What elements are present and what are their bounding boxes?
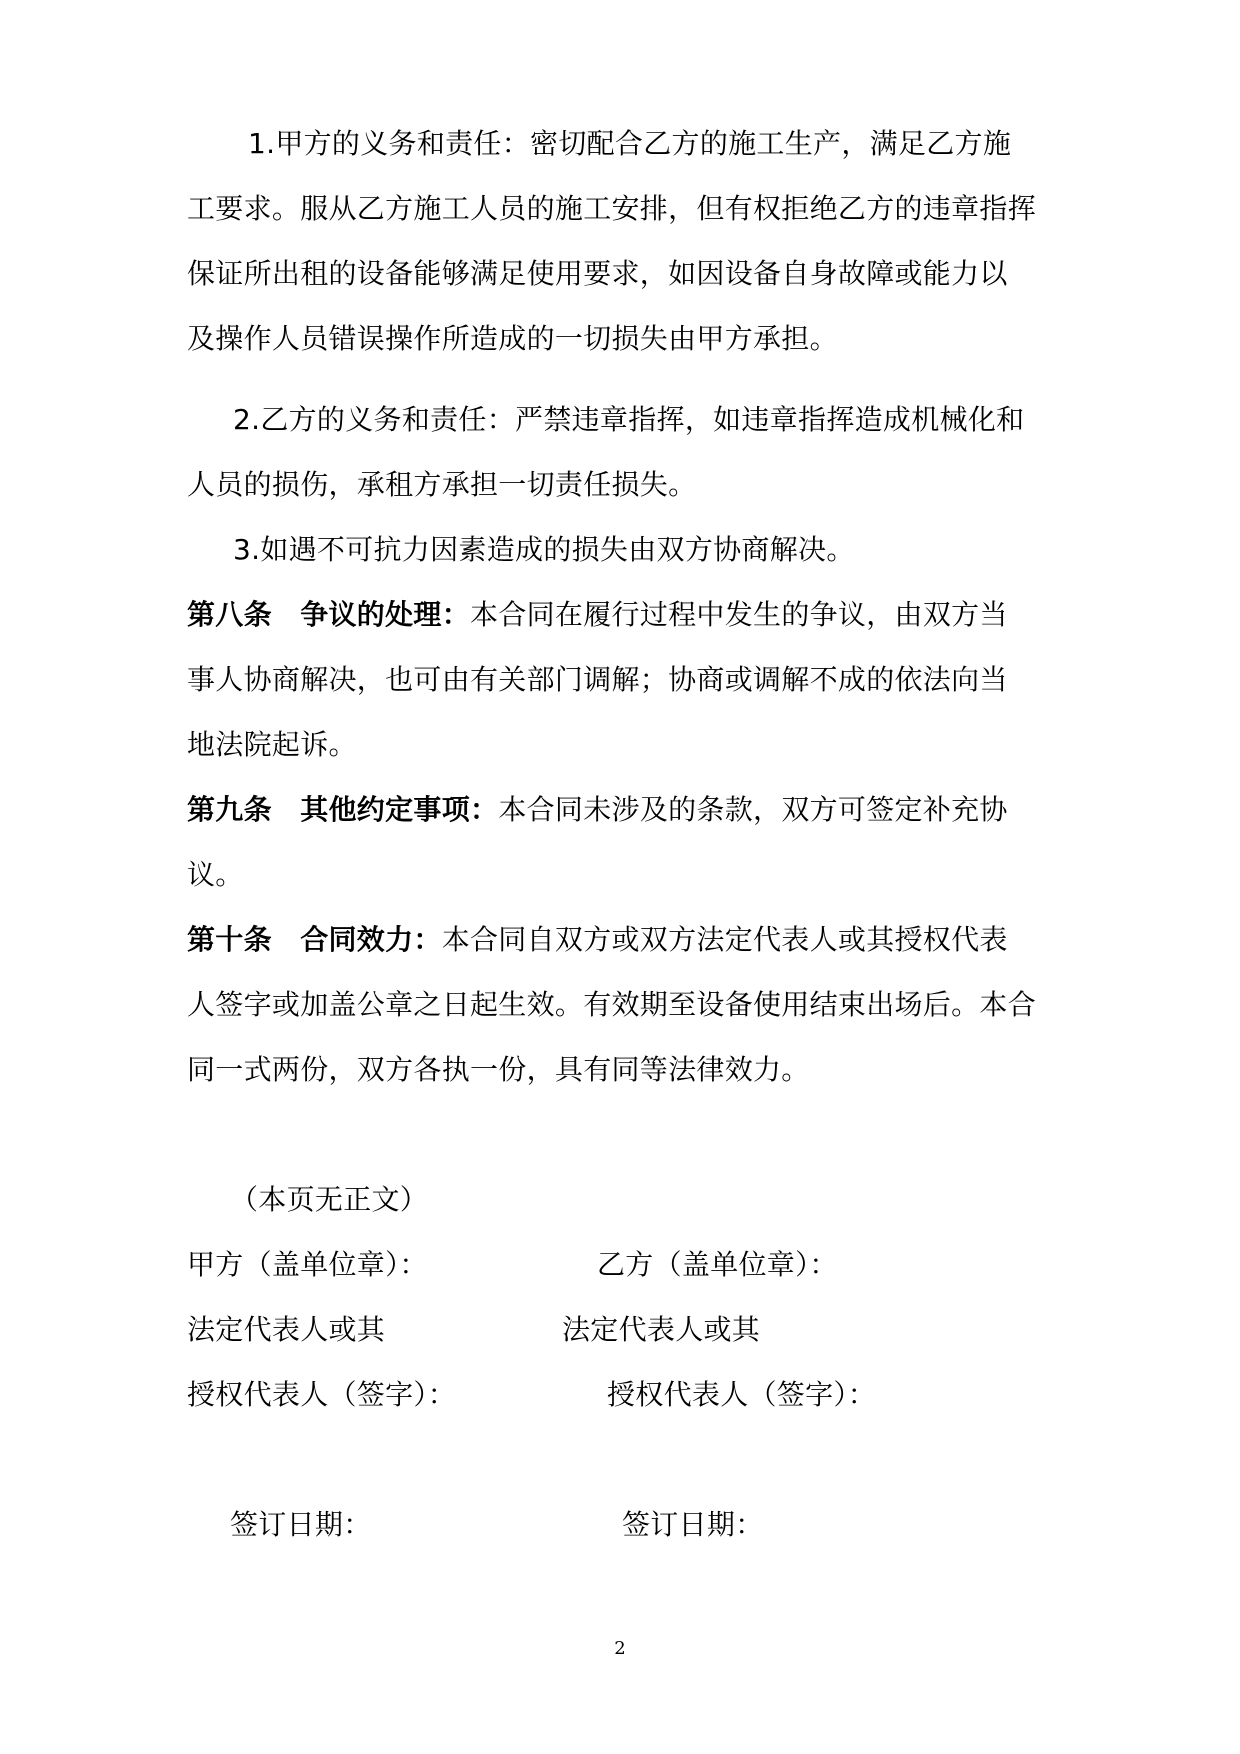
clause-9-line-1 — [187, 790, 1008, 830]
clause-10-text-1: 本合同自双方或双方法定代表人或其授权代表 — [441, 923, 1008, 956]
party-b-representative-label-1: 法定代表人或其 — [562, 1313, 761, 1346]
clause-8-heading: 第八条 争议的处理： — [187, 598, 471, 631]
no-text-note: （本页无正文） — [230, 1183, 429, 1216]
party-a-representative-label-2: 授权代表人（签字）： — [187, 1378, 457, 1411]
clause-7-item-1-line-1: 1.甲方的义务和责任：密切配合乙方的施工生产，满足乙方施 — [248, 127, 1012, 160]
clause-8-line-2: 事人协商解决，也可由有关部门调解；协商或调解不成的依法向当 — [187, 663, 1008, 696]
party-a-seal-label: 甲方（盖单位章）： — [187, 1248, 428, 1281]
clause-9-line-2: 议。 — [187, 858, 244, 891]
page-number: 2 — [614, 1638, 626, 1659]
clause-10-line-3: 同一式两份，双方各执一份，具有同等法律效力。 — [187, 1053, 810, 1086]
clause-7-item-2-line-2: 人员的损伤，承租方承担一切责任损失。 — [187, 468, 697, 501]
party-b-seal-label: 乙方（盖单位章）： — [597, 1248, 838, 1281]
party-b-representative-label-2: 授权代表人（签字）： — [607, 1378, 877, 1411]
clause-7-item-3-line: 3.如遇不可抗力因素造成的损失由双方协商解决。 — [233, 533, 855, 566]
clause-9-heading: 第九条 其他约定事项： — [187, 793, 499, 826]
clause-8-line-1 — [187, 595, 1008, 635]
clause-8-line-3: 地法院起诉。 — [187, 728, 357, 761]
clause-9-text-1: 本合同未涉及的条款，双方可签定补充协 — [498, 793, 1008, 826]
clause-10-line-1 — [187, 920, 1008, 960]
clause-8-text-1: 本合同在履行过程中发生的争议，由双方当 — [470, 598, 1008, 631]
clause-7-item-2-line-1: 2.乙方的义务和责任：严禁违章指挥，如违章指挥造成机械化和 — [233, 403, 1025, 436]
clause-10-line-2: 人签字或加盖公章之日起生效。有效期至设备使用结束出场后。本合 — [187, 988, 1037, 1021]
party-a-representative-label-1: 法定代表人或其 — [187, 1313, 386, 1346]
clause-10-heading: 第十条 合同效力： — [187, 923, 442, 956]
party-a-signing-date-label: 签订日期： — [230, 1508, 372, 1541]
clause-7-item-1-line-2: 工要求。服从乙方施工人员的施工安排，但有权拒绝乙方的违章指挥 — [187, 192, 1037, 225]
clause-7-item-1-line-3: 保证所出租的设备能够满足使用要求，如因设备自身故障或能力以 — [187, 257, 1008, 290]
party-b-signing-date-label: 签订日期： — [622, 1508, 764, 1541]
clause-7-item-1-line-4: 及操作人员错误操作所造成的一切损失由甲方承担。 — [187, 322, 838, 355]
